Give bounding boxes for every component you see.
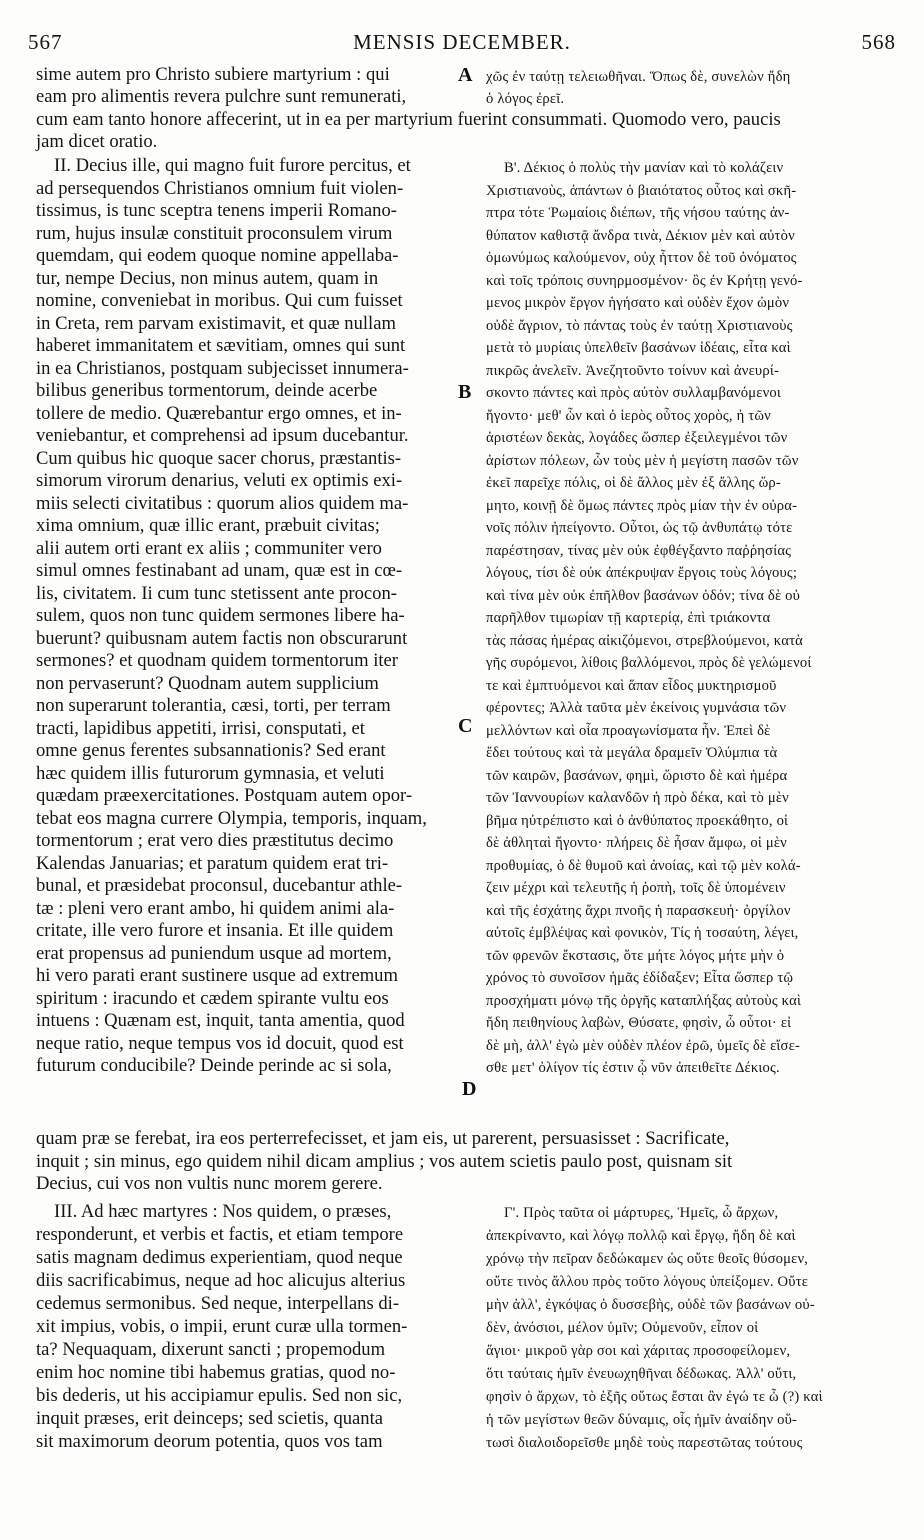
running-title: MENSIS DECEMBER.	[353, 30, 571, 54]
text-line: παρῆλθον τιμωρίαν τῇ καρτερίᾳ, ἐπὶ τριάκοντα	[486, 610, 771, 626]
text-line: spiritum : iracundo et cædem spirante vultu eos	[36, 987, 389, 1009]
greek-column-section-3	[486, 1202, 896, 1455]
text-line: in Creta, rem parvam existimavit, et quæ nullam	[36, 312, 396, 334]
text-line: enim hoc nomine tibi habemus gratias, quod no-	[36, 1362, 396, 1383]
text-line: προθυμίας, ὁ δὲ θυμοῦ καὶ ἀνοίας, καὶ τῷ μὲν κολά-	[486, 857, 801, 874]
text-line: rum, hujus insulæ constituit proconsulem virum	[36, 222, 393, 244]
text-line: μελλόντων καὶ οἷα προαγωνίσματα ἦν. Ἐπεὶ δὲ	[486, 722, 771, 739]
text-line: δὲ ἀθληταὶ ἤγοντο· πλήρεις δὲ ἦσαν ἄμφω, οἱ μὲν	[486, 835, 787, 851]
text-line: nomine, conveniebat in moribus. Qui cum fuisset	[36, 290, 403, 311]
text-line: δὲν, ἀνόσιοι, μέλον ὑμῖν; Οὐμενοῦν, εἶπον οἱ	[486, 1320, 759, 1336]
text-line: χρόνος τὸ συνοῖσον ἡμᾶς ἐδίδαξεν; Εἶτα ὥσπερ τῷ	[486, 970, 794, 986]
text-line: μητο, κοινῇ δὲ ὅμως πάντες πρὸς μίαν τὴν ἐν οὐρα-	[486, 497, 798, 514]
text-line: buerunt? quibusnam autem factis non obscurarunt	[36, 627, 408, 649]
latin-top-block	[36, 64, 456, 109]
text-line: θύπατον καθιστᾷ ἄνδρα τινὰ, Δέκιον μὲν καὶ αὐτὸν	[486, 227, 795, 244]
text-line: satis magnam dedimus experientiam, quod neque	[36, 1247, 403, 1268]
text-line: haberet immanitatem et sævitiam, omnes qui sunt	[36, 335, 406, 356]
text-line: καὶ τῆς ἐσχάτης ἄχρι πνοῆς ἡ παρασκευή· ὀργίλον	[486, 902, 791, 919]
text-line: tissimus, is tunc sceptra tenens imperii Romano-	[36, 200, 397, 221]
text-line: quemdam, qui eodem quoque nomine appellaba-	[36, 245, 399, 266]
text-line: neque ratio, neque tempus vos id docuit, quod est	[36, 1032, 404, 1054]
text-line: simorum virorum denarius, veluti ex optimis exi-	[36, 470, 403, 491]
text-line: sit maximorum deorum potentia, quos vos tam	[36, 1431, 383, 1452]
text-line: ad persequendos Christianos omnium fuit violen-	[36, 177, 404, 199]
text-line: παρέστησαν, τίνας μὲν οὐκ ἐφθέγξαντο παῤῥησίας	[486, 542, 792, 559]
text-line: καὶ τοῖς τρόποις συνηρμοσμένον· ὃς ἐν Κρήτῃ γενό-	[486, 272, 803, 289]
text-line: ζειν μέχρι καὶ τελευτῆς ἡ ῥοπὴ, τοῖς δὲ ὑπομένειν	[486, 880, 786, 896]
text-line: bilibus generibus tormentorum, deinde acerbe	[36, 380, 378, 401]
text-line: ὅτι ταύταις ἡμῖν ἐνευωχηθῆναι δέδωκας. Ἀλλ' οὔτι,	[486, 1366, 797, 1382]
text-line: ἤγοντο· μεθ' ὧν καὶ ὁ ἱερὸς οὗτος χορὸς, ἡ τῶν	[486, 407, 771, 424]
text-line: Kalendas Januarias; et paratum quidem erat tri-	[36, 852, 389, 874]
text-line: ὁμωνύμως καλούμενον, οὐχ ἧττον δὲ τοῦ ὀνόματος	[486, 250, 797, 266]
text-line: tormentorum ; erat vero dies præstitutus decimo	[36, 830, 394, 851]
text-line: καὶ τίνα μὲν οὐκ ἐπῆλθον βασάνων ὁδόν; τίνα δὲ οὐ	[486, 587, 801, 604]
text-line: veniebantur, et comprehensi ad ipsum ducebantur.	[36, 425, 409, 446]
text-line: Χριστιανοὺς, ἁπάντων ὁ βιαιότατος οὗτος καὶ σκῆ-	[486, 182, 797, 199]
text-line: τωσὶ διαλοιδορεῖσθε μηδὲ τοὺς παρεστῶτας τούτους	[486, 1435, 803, 1451]
text-line: τε καὶ ἐμπτυόμενοι καὶ ἅπαν εἶδος μυκτηρισμοῦ	[486, 677, 777, 694]
text-line: Decius, cui vos non vultis nunc morem gerere.	[36, 1173, 383, 1194]
text-line: Γ'. Πρὸς ταῦτα οἱ μάρτυρες, Ἡμεῖς, ὦ ἄρχων,	[504, 1205, 779, 1221]
text-line: erat propensus ad puniendum usque ad mortem,	[36, 942, 392, 964]
text-line: ἤδη πειθηνίους λαβὼν, Θύσατε, φησὶν, ὦ οὗτοι· εἰ	[486, 1015, 792, 1031]
text-line: inquit præses, erit deinceps; sed scietis, quanta	[36, 1408, 384, 1429]
text-line: jam dicet oratio.	[36, 131, 158, 153]
text-line: lis, civitatem. Ii cum tunc stetissent ante procon-	[36, 582, 397, 604]
text-line: hi vero parati erant sustinere usque ad extremum	[36, 965, 398, 986]
full-width-paragraph-2	[36, 1128, 896, 1196]
text-line: non pervaserunt? Quodnam autem supplicium	[36, 672, 379, 694]
text-line: γῆς συρόμενοι, λίθοις βαλλόμενοι, πρὸς δὲ γελώμενοί	[486, 655, 812, 671]
text-line: futurum conducibile? Deinde perinde ac si sola,	[36, 1055, 392, 1076]
text-line: xima omnium, quæ illic erant, præbuit civitas;	[36, 515, 380, 536]
text-line: critate, ille vero furore et insania. Et ille quidem	[36, 920, 394, 941]
text-line: σθε μετ' ὀλίγον τίς ἐστιν ᾧ νῦν ἀπειθεῖτε Δέκιος.	[486, 1060, 780, 1076]
text-line: non superarunt tolerantia, cæsi, torti, per terram	[36, 695, 391, 716]
text-line: χρόνῳ τὴν πεῖραν δεδώκαμεν ὡς οὔτε θεοῖς θύσομεν,	[486, 1251, 809, 1267]
text-line: βῆμα ηὐτρέπιστο καὶ ὁ ἀνθύπατος προεκάθητο, οἱ	[486, 812, 789, 829]
text-line: πικρῶς ἀνελεῖν. Ἀνεζητοῦντο τοίνυν καὶ ἀνευρί-	[486, 362, 780, 379]
text-line: φησὶν ὁ ἄρχων, τὸ ἑξῆς οὕτως ἔσται ἂν ἐγώ τε ὦ (?) καὶ	[486, 1389, 823, 1405]
page-number-right: 568	[861, 30, 896, 54]
text-line: σκοντο πάντες καὶ πρὸς αὐτὸν συλλαμβανόμενοι	[486, 385, 781, 401]
text-line: tollere de medio. Quærebantur ergo omnes, et in-	[36, 402, 402, 424]
text-line: bunal, et præsidebat proconsul, ducebantur athle-	[36, 875, 403, 896]
text-line: φέροντες; Ἀλλὰ ταῦτα μὲν ἐκείνοις γυμνάσια τῶν	[486, 700, 787, 716]
text-line: ἀπεκρίναντο, καὶ λόγῳ πολλῷ καὶ ἔργῳ, ἤδη δὲ καὶ	[486, 1228, 796, 1244]
text-line: ἔδει τούτους καὶ τὰ μεγάλα δραμεῖν Ὀλύμπια τὰ	[486, 745, 778, 761]
text-line: quam præ se ferebat, ira eos perterrefecisset, et jam eis, ut parerent, persuasisset : Sacrificate,	[36, 1128, 730, 1149]
text-line: tracti, lapidibus appetiti, irrisi, consputati, et	[36, 717, 365, 739]
text-line: προσχήματι μόνῳ τῆς ὀργῆς καταπλήξας αὐτοὺς καὶ	[486, 992, 802, 1009]
text-line: sermones? et quodnam quidem tormentorum iter	[36, 650, 398, 671]
text-line: ὁ λόγος ἐρεῖ.	[486, 91, 565, 108]
latin-column-section-3	[36, 1200, 456, 1453]
text-line: omne genus ferentes subsannationis? Sed erant	[36, 740, 386, 761]
running-header	[28, 30, 896, 60]
text-line: μενος μικρὸν ἔργον ἡγήσατο καὶ οὐδὲν ἔχον ὠμὸν	[486, 295, 790, 311]
text-line: αὐτοῖς ἐμβλέψας καὶ φονικὸν, Τίς ἡ τοσαύτη, λέγει,	[486, 925, 799, 941]
page-number-left: 567	[28, 30, 63, 54]
text-line: responderunt, et verbis et factis, et etiam tempore	[36, 1224, 404, 1245]
text-line: II. Decius ille, qui magno fuit furore percitus, et	[54, 155, 411, 176]
text-line: χῶς ἐν ταύτῃ τελειωθῆναι. Ὅπως δὲ, συνελὼν ἤδη	[486, 69, 791, 85]
text-line: miis selecti civitatibus : quorum alios quidem ma-	[36, 492, 409, 514]
text-line: eam pro alimentis revera pulchre sunt remunerati,	[36, 86, 407, 108]
text-line: οὔτε τινὸς ἄλλου πρὸς τοῦτο λόγους ὑπείξομεν. Οὔτε	[486, 1274, 809, 1290]
text-line: Cum quibus hic quoque sacer chorus, præstantis-	[36, 447, 402, 469]
section-marker-d: D	[462, 1078, 477, 1100]
latin-column-section-2	[36, 155, 456, 1078]
text-line: νοῖς πόλιν ἠπείγοντο. Οὗτοι, ὡς τῷ ἀνθυπάτῳ τότε	[486, 520, 793, 536]
text-line: III. Ad hæc martyres : Nos quidem, o præses,	[54, 1201, 392, 1222]
text-line: tur, nempe Decius, non minus autem, quam in	[36, 267, 379, 289]
text-line: ἐκεῖ παρεῖχε πόλις, οἱ δὲ ἄλλος μὲν ἐξ ἄλλης ὥρ-	[486, 475, 781, 491]
text-line: πτρα τότε Ῥωμαίοις διέπων, τῆς νήσου ταύτης ἀν-	[486, 205, 790, 221]
text-line: quædam præexercitationes. Postquam autem opor-	[36, 785, 413, 806]
text-line: ἀριστέων δεκὰς, λογάδες ὥσπερ ἐξειλεγμένοι τῶν	[486, 430, 788, 446]
text-line: μὴν ἀλλ', ἐγκόψας ὁ δυσσεβὴς, οὐδὲ τῶν βασάνων οὐ-	[486, 1297, 815, 1313]
text-line: τῶν καιρῶν, βασάνων, φημὶ, ὥριστο δὲ καὶ ἡμέρα	[486, 767, 788, 784]
text-line: sime autem pro Christo subiere martyrium : qui	[36, 64, 390, 85]
section-marker-b: B	[458, 381, 472, 403]
text-line: ta? Nequaquam, dixerunt sancti ; propemodum	[36, 1339, 386, 1360]
text-line: μετὰ τὸ μυρίαις ὑπελθεῖν βασάνων ἰδέαις, εἶτα καὶ	[486, 340, 791, 356]
text-line: τὰς πάσας ἡμέρας αἰκιζόμενοι, στρεβλούμενοι, κατὰ	[486, 632, 803, 649]
text-line: hæc quidem illis futurorum gymnasia, et veluti	[36, 762, 385, 784]
full-width-paragraph-1	[36, 109, 896, 154]
text-line: tebat eos magna currere Olympia, temporis, inquam,	[36, 807, 427, 829]
text-line: bis dederis, ut his accipiamur epulis. Sed non sic,	[36, 1385, 403, 1406]
text-line: tæ : pleni vero erant ambo, hi quidem animi ala-	[36, 897, 395, 919]
text-line: xit impius, vobis, o impii, erunt curæ ulla tormen-	[36, 1316, 408, 1337]
text-line: τῶν φρενῶν ἔκστασις, ὅτε μήτε λόγος μήτε μὴν ὁ	[486, 947, 785, 964]
greek-column-section-2	[486, 157, 896, 1080]
text-line: inquit ; sin minus, ego quidem nihil dicam amplius ; vos autem scietis paulo post, quisnam sit	[36, 1150, 733, 1172]
greek-top-block	[486, 66, 896, 111]
text-line: ἅγιοι· μικροῦ γὰρ σοι καὶ χάριτας προσοφείλομεν,	[486, 1343, 791, 1359]
text-line: simul omnes festinabant ad unam, quæ est in cœ-	[36, 560, 403, 581]
text-line: οὐδὲ ἄγριον, τὸ πάντας τοὺς ἐν ταύτῃ Χριστιανοὺς	[486, 317, 793, 334]
text-line: ἀρίστων πόλεων, ὧν τοὺς μὲν ἡ μεγίστη πασῶν τῶν	[486, 452, 799, 469]
text-line: Β'. Δέκιος ὁ πολὺς τὴν μανίαν καὶ τὸ κολάζειν	[504, 160, 784, 176]
text-line: in ea Christianos, postquam subjecisset innumera-	[36, 357, 409, 379]
text-line: ἡ τῶν μεγίστων θεῶν δύναμις, οἷς ἡμῖν ἀναίδην οὕ-	[486, 1412, 798, 1428]
text-line: sulem, quos non tunc quidem sermones libere ha-	[36, 605, 405, 626]
text-line: diis sacrificabimus, neque ad hoc alicujus alterius	[36, 1270, 406, 1291]
text-line: alii autem orti erant ex aliis ; communiter vero	[36, 537, 382, 559]
section-marker-c: C	[458, 715, 473, 737]
text-line: cum eam tanto honore affecerint, ut in ea per martyrium fuerint consummati. Quomodo vero, paucis	[36, 109, 781, 130]
section-marker-a: A	[458, 64, 473, 86]
text-line: λόγους, τίσι δὲ οὐκ ἀπέκρυψαν ἔργοις τοὺς λόγους;	[486, 565, 798, 581]
text-line: intuens : Quænam est, inquit, tanta amentia, quod	[36, 1010, 405, 1031]
text-line: δὲ μὴ, ἀλλ' ἐγὼ μὲν οὐδὲν πλέον ἐρῶ, ὑμεῖς δὲ εἴσε-	[486, 1037, 801, 1054]
text-line: cedemus sermonibus. Sed neque, interpellans di-	[36, 1293, 400, 1314]
text-line: τῶν Ἰαννουρίων καλανδῶν ἡ πρὸ δέκα, καὶ τὸ μὲν	[486, 790, 789, 806]
